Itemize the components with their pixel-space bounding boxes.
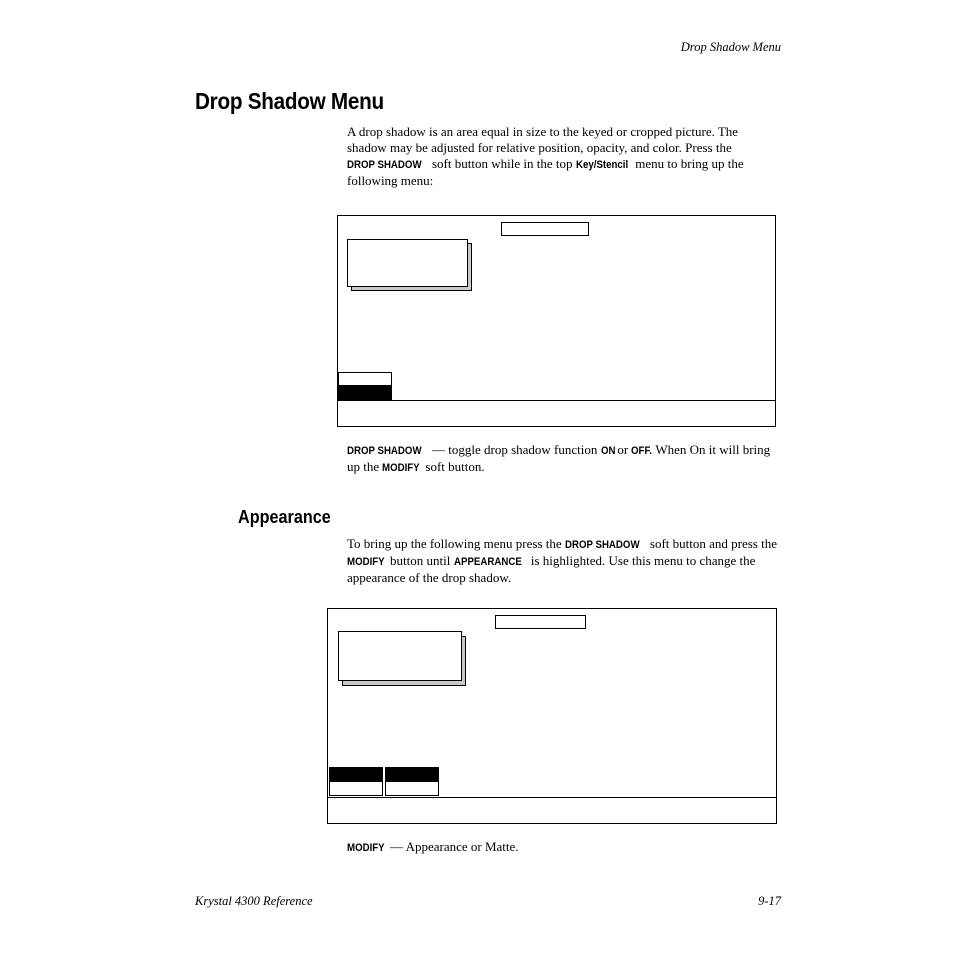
modify-soft-button bbox=[385, 767, 439, 782]
menu-title-field bbox=[495, 615, 586, 629]
keyword: Key/Stencil bbox=[575, 159, 628, 171]
parameter-panel bbox=[347, 239, 468, 287]
subsection-title: Appearance bbox=[238, 507, 331, 527]
drop-shadow-menu-diagram bbox=[337, 215, 776, 427]
keyword: ON bbox=[600, 445, 616, 457]
keyword: DROP SHADOW bbox=[347, 445, 422, 457]
modify-caption: MODIFY — Appearance or Matte. bbox=[347, 839, 519, 854]
soft-button-row-divider bbox=[328, 797, 776, 798]
keyword: DROP SHADOW bbox=[347, 159, 422, 171]
running-header: Drop Shadow Menu bbox=[680, 40, 781, 54]
keyword: APPEARANCE bbox=[453, 556, 522, 568]
soft-button-row-divider bbox=[338, 400, 775, 401]
keyword: MODIFY bbox=[382, 462, 421, 474]
footer-book-title: Krystal 4300 Reference bbox=[195, 894, 313, 908]
page-number: 9-17 bbox=[758, 894, 781, 908]
menu-title-field bbox=[501, 222, 589, 236]
appearance-menu-diagram bbox=[327, 608, 777, 824]
appearance-intro: To bring up the following menu press the DROP SHADOW soft button and press the MODIFY button until APPEARANCE is highlighted. Use this menu to change the appearance of the drop shadow. bbox=[347, 536, 777, 585]
parameter-panel bbox=[338, 631, 462, 681]
keyword: MODIFY bbox=[347, 842, 385, 854]
soft-button-label-area bbox=[338, 372, 392, 386]
section-intro: A drop shadow is an area equal in size to the keyed or cropped picture. The shadow may be adjusted for relative position, opacity, and color. Press the DROP SHADOW soft button while in the top Key/Stencil menu to bring up the following menu: bbox=[347, 124, 744, 188]
keyword: DROP SHADOW bbox=[564, 539, 640, 551]
drop-shadow-caption: DROP SHADOW — toggle drop shadow function ON or OFF. When On it will bring up the MODIFY soft button. bbox=[347, 442, 771, 474]
keyword: MODIFY bbox=[347, 556, 385, 568]
drop-shadow-soft-button bbox=[338, 385, 392, 401]
drop-shadow-soft-button bbox=[329, 767, 383, 782]
soft-button-label-area bbox=[329, 781, 383, 796]
keyword: OFF. bbox=[631, 445, 653, 457]
section-title: Drop Shadow Menu bbox=[195, 88, 384, 114]
soft-button-label-area bbox=[385, 781, 439, 796]
